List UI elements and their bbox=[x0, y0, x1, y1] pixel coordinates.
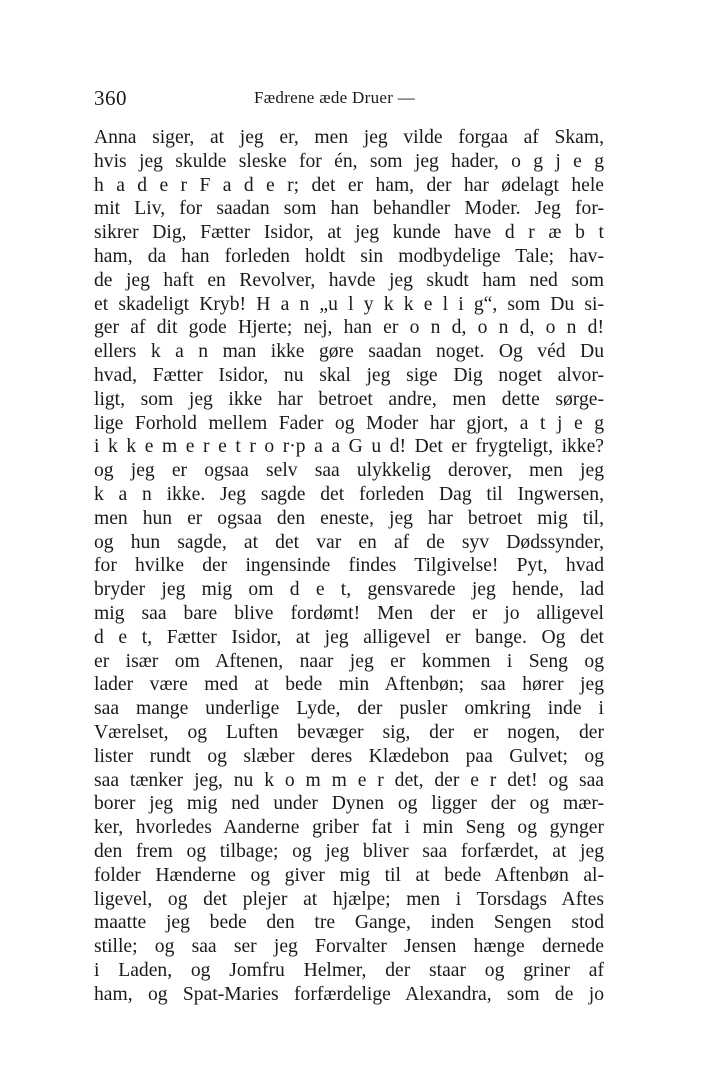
text-line: i Laden, og Jomfru Helmer, der staar og griner af bbox=[94, 959, 604, 981]
text-line: ham, og Spat-Maries forfærdelige Alexandra, som de jo bbox=[94, 983, 604, 1005]
text-line: borer jeg mig ned under Dynen og ligger der og mær- bbox=[94, 793, 604, 815]
text-line: maatte jeg bede den tre Gange, inden Sengen stod bbox=[94, 912, 604, 934]
text-line: bryder jeg mig om d e t, gensvarede jeg hende, lad bbox=[94, 579, 604, 601]
text-line: de jeg haft en Revolver, havde jeg skudt ham ned som bbox=[94, 269, 604, 291]
text-line: lister rundt og slæber deres Klædebon paa Gulvet; og bbox=[94, 745, 604, 767]
page-header bbox=[94, 86, 604, 114]
text-line: og hun sagde, at det var en af de syv Dødssynder, bbox=[94, 531, 604, 553]
text-line: saa mange underlige Lyde, der pusler omkring inde i bbox=[94, 698, 604, 720]
text-line: stille; og saa ser jeg Forvalter Jensen hænge dernede bbox=[94, 936, 604, 958]
text-line: ger af dit gode Hjerte; nej, han er o n d, o n d, o n d! bbox=[94, 317, 604, 339]
text-line: et skadeligt Kryb! H a n „u l y k k e l i g“, som Du si- bbox=[94, 293, 604, 315]
text-line: sikrer Dig, Fætter Isidor, at jeg kunde have d r æ b t bbox=[94, 222, 604, 244]
text-line: ham, da han forleden holdt sin modbydelige Tale; hav- bbox=[94, 245, 604, 267]
text-line: Værelset, og Luften bevæger sig, der er nogen, der bbox=[94, 721, 604, 743]
text-line: d e t, Fætter Isidor, at jeg alligevel er bange. Og det bbox=[94, 626, 604, 648]
text-line: lige Forhold mellem Fader og Moder har gjort, a t j e g bbox=[94, 412, 604, 434]
text-line: k a n ikke. Jeg sagde det forleden Dag til Ingwersen, bbox=[94, 483, 604, 505]
text-line: hvad, Fætter Isidor, nu skal jeg sige Dig noget alvor- bbox=[94, 364, 604, 386]
text-line: den frem og tilbage; og jeg bliver saa forfærdet, at jeg bbox=[94, 840, 604, 862]
text-line: mit Liv, for saadan som han behandler Moder. Jeg for- bbox=[94, 198, 604, 220]
text-line: er især om Aftenen, naar jeg er kommen i Seng og bbox=[94, 650, 604, 672]
text-line: for hvilke der ingensinde findes Tilgivelse! Pyt, hvad bbox=[94, 555, 604, 577]
text-line: men hun er ogsaa den eneste, jeg har betroet mig til, bbox=[94, 507, 604, 529]
text-line: Anna siger, at jeg er, men jeg vilde forgaa af Skam, bbox=[94, 127, 604, 148]
text-line: folder Hænderne og giver mig til at bede Aftenbøn al- bbox=[94, 864, 604, 886]
running-title: Fædrene æde Druer — bbox=[254, 88, 416, 107]
text-line: i k k e m e r e t r o r·p a a G u d! Det er frygteligt, ikke? bbox=[94, 436, 604, 458]
text-line: ligt, som jeg ikke har betroet andre, men dette sørge- bbox=[94, 388, 604, 410]
text-line: hvis jeg skulde sleske for én, som jeg hader, o g j e g bbox=[94, 150, 604, 172]
text-line: ligevel, og det plejer at hjælpe; men i Torsdags Aftes bbox=[94, 888, 604, 910]
text-line: lader være med at bede min Aftenbøn; saa hører jeg bbox=[94, 674, 604, 696]
text-line: ker, hvorledes Aanderne griber fat i min Seng og gynger bbox=[94, 817, 604, 839]
text-line: h a d e r F a d e r; det er ham, der har ødelagt hele bbox=[94, 174, 604, 196]
text-line: ellers k a n man ikke gøre saadan noget. Og véd Du bbox=[94, 341, 604, 363]
body-text bbox=[94, 126, 604, 1006]
page-number: 360 bbox=[94, 86, 127, 110]
text-line: mig saa bare blive fordømt! Men der er jo alligevel bbox=[94, 602, 604, 624]
text-line: saa tænker jeg, nu k o m m e r det, der e r det! og saa bbox=[94, 769, 604, 791]
text-line: og jeg er ogsaa selv saa ulykkelig derover, men jeg bbox=[94, 460, 604, 482]
